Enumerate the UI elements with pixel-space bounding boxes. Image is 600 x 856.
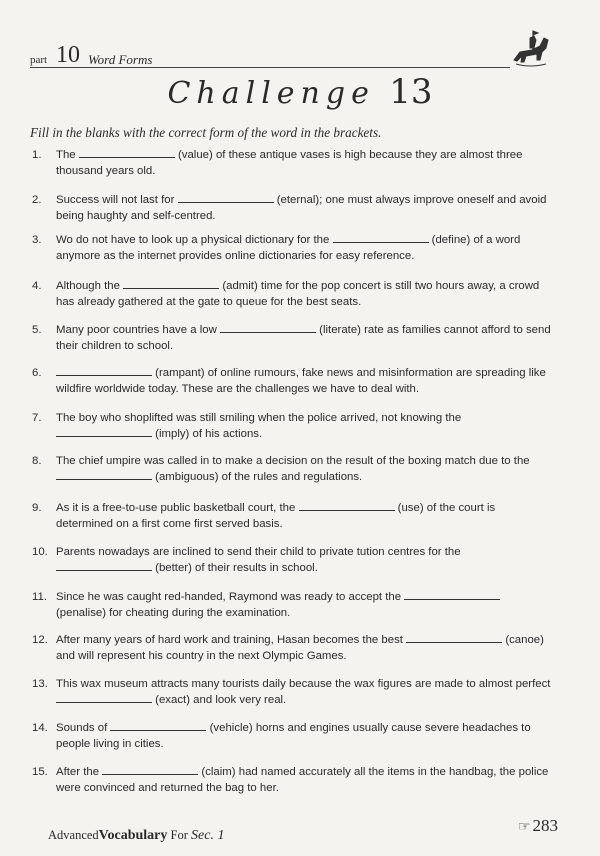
question-number: 8. xyxy=(32,455,42,467)
question-number: 2. xyxy=(32,194,42,206)
book-for: For xyxy=(170,828,188,842)
part-number: 10 xyxy=(56,42,80,68)
answer-blank[interactable] xyxy=(333,232,429,243)
answer-blank[interactable] xyxy=(56,469,152,480)
question-item xyxy=(32,365,552,397)
question-text-after: (ambiguous) of the rules and regulations. xyxy=(155,471,363,483)
question-number: 13. xyxy=(32,678,48,690)
question-text xyxy=(56,322,552,354)
book-title xyxy=(48,828,224,844)
question-item xyxy=(32,500,552,532)
question-number: 9. xyxy=(32,502,42,514)
question-text-before: This wax museum attracts many tourists daily because the wax figures are made to almost perfect xyxy=(56,678,551,690)
answer-blank[interactable] xyxy=(123,278,219,289)
question-item xyxy=(32,232,552,264)
question-text-before: The chief umpire was called in to make a decision on the result of the boxing match due to the xyxy=(56,455,530,467)
answer-blank[interactable] xyxy=(406,632,502,643)
question-text xyxy=(56,147,552,179)
question-item xyxy=(32,147,552,179)
question-number: 10. xyxy=(32,546,48,558)
question-text-before: The xyxy=(56,149,76,161)
header-divider xyxy=(30,67,510,68)
answer-blank[interactable] xyxy=(56,365,152,376)
question-text xyxy=(56,764,552,796)
question-item xyxy=(32,589,552,621)
question-text-before: Since he was caught red-handed, Raymond was ready to accept the xyxy=(56,591,402,603)
question-text-after: (value) of these antique vases is high because they are almost three thousand years old. xyxy=(56,149,523,177)
answer-blank[interactable] xyxy=(79,147,175,158)
question-number: 12. xyxy=(32,634,48,646)
question-text-after: (canoe) and will represent his country in the next Olympic Games. xyxy=(56,634,544,662)
question-text-before: As it is a free-to-use public basketball court, the xyxy=(56,502,296,514)
question-text xyxy=(56,632,552,664)
question-item xyxy=(32,453,552,485)
challenge-number: 13 xyxy=(389,72,433,112)
question-item xyxy=(32,192,552,224)
question-number: 6. xyxy=(32,367,42,379)
question-text-after: (vehicle) horns and engines usually cause severe headaches to people living in cities. xyxy=(56,722,531,750)
book-level: Sec. 1 xyxy=(191,828,225,843)
question-text-after: (penalise) for cheating during the examination. xyxy=(56,607,291,619)
question-number: 3. xyxy=(32,234,42,246)
question-text xyxy=(56,365,552,397)
question-text-before: Sounds of xyxy=(56,722,108,734)
question-item xyxy=(32,764,552,796)
question-number: 5. xyxy=(32,324,42,336)
question-text-after: (admit) time for the pop concert is still two hours away, a crowd has already gathered at the gate to queue for the best seats. xyxy=(56,280,540,308)
question-text-after: (use) of the court is determined on a first come first served basis. xyxy=(56,502,496,530)
question-item xyxy=(32,322,552,354)
section-title: Word Forms xyxy=(88,52,153,67)
question-item xyxy=(32,544,552,576)
question-text-before: Wo do not have to look up a physical dictionary for the xyxy=(56,234,330,246)
question-text xyxy=(56,720,552,752)
question-text-before: After the xyxy=(56,766,100,778)
question-item xyxy=(32,632,552,664)
question-number: 1. xyxy=(32,149,42,161)
question-text xyxy=(56,676,552,708)
question-text-before: After many years of hard work and training, Hasan becomes the best xyxy=(56,634,403,646)
question-item xyxy=(32,676,552,708)
answer-blank[interactable] xyxy=(299,500,395,511)
question-number: 11. xyxy=(32,591,47,603)
pointing-hand-icon: ☞ xyxy=(517,820,531,835)
question-text-before: Parents nowadays are inclined to send their child to private tution centres for the xyxy=(56,546,461,558)
question-text xyxy=(56,192,552,224)
challenge-heading xyxy=(0,72,600,118)
question-number: 4. xyxy=(32,280,42,292)
answer-blank[interactable] xyxy=(56,426,152,437)
answer-blank[interactable] xyxy=(102,764,198,775)
book-main-word: Vocabulary xyxy=(98,828,168,843)
page-footer xyxy=(48,816,558,844)
book-prefix: Advanced xyxy=(48,828,99,842)
page-number-block xyxy=(518,816,558,836)
answer-blank[interactable] xyxy=(404,589,500,600)
question-text xyxy=(56,278,552,310)
page-number: 283 xyxy=(532,816,558,835)
instruction-text: Fill in the blanks with the correct form of the word in the brackets. xyxy=(30,125,382,140)
answer-blank[interactable] xyxy=(178,192,274,203)
question-text-before: The boy who shoplifted was still smiling when the police arrived, not knowing the xyxy=(56,412,462,424)
question-text-after: (literate) rate as families cannot afford to send their children to school. xyxy=(56,324,551,352)
question-text xyxy=(56,232,552,264)
question-text-after: (define) of a word anymore as the internet provides online dictionaries for easy reference. xyxy=(56,234,521,262)
answer-blank[interactable] xyxy=(56,692,152,703)
question-item xyxy=(32,278,552,310)
question-text-before: Many poor countries have a low xyxy=(56,324,217,336)
question-text xyxy=(56,410,552,442)
knight-on-horse-icon xyxy=(506,28,554,72)
question-number: 15. xyxy=(32,766,48,778)
question-text-after: (imply) of his actions. xyxy=(155,428,263,440)
question-text-after: (rampant) of online rumours, fake news and misinformation are spreading like wildfire worldwide today. These are the challenges we have to deal with. xyxy=(56,367,546,395)
question-text xyxy=(56,589,552,621)
question-item xyxy=(32,720,552,752)
question-text xyxy=(56,453,552,485)
question-item xyxy=(32,410,552,442)
answer-blank[interactable] xyxy=(220,322,316,333)
question-text-after: (better) of their results in school. xyxy=(155,562,318,574)
page-header xyxy=(30,44,570,68)
part-label: part xyxy=(30,54,48,66)
question-number: 14. xyxy=(32,722,48,734)
question-text-after: (eternal); one must always improve oneself and avoid being haughty and self-centred. xyxy=(56,194,547,222)
question-text-before: Although the xyxy=(56,280,120,292)
challenge-word: Challenge xyxy=(167,76,375,111)
question-text-after: (claim) had named accurately all the items in the handbag, the police were convinced and returned the bag to her. xyxy=(56,766,549,794)
question-text-before: Success will not last for xyxy=(56,194,175,206)
question-text xyxy=(56,544,552,576)
question-text-after: (exact) and look very real. xyxy=(155,694,287,706)
answer-blank[interactable] xyxy=(110,720,206,731)
question-text xyxy=(56,500,552,532)
question-number: 7. xyxy=(32,412,42,424)
answer-blank[interactable] xyxy=(56,560,152,571)
